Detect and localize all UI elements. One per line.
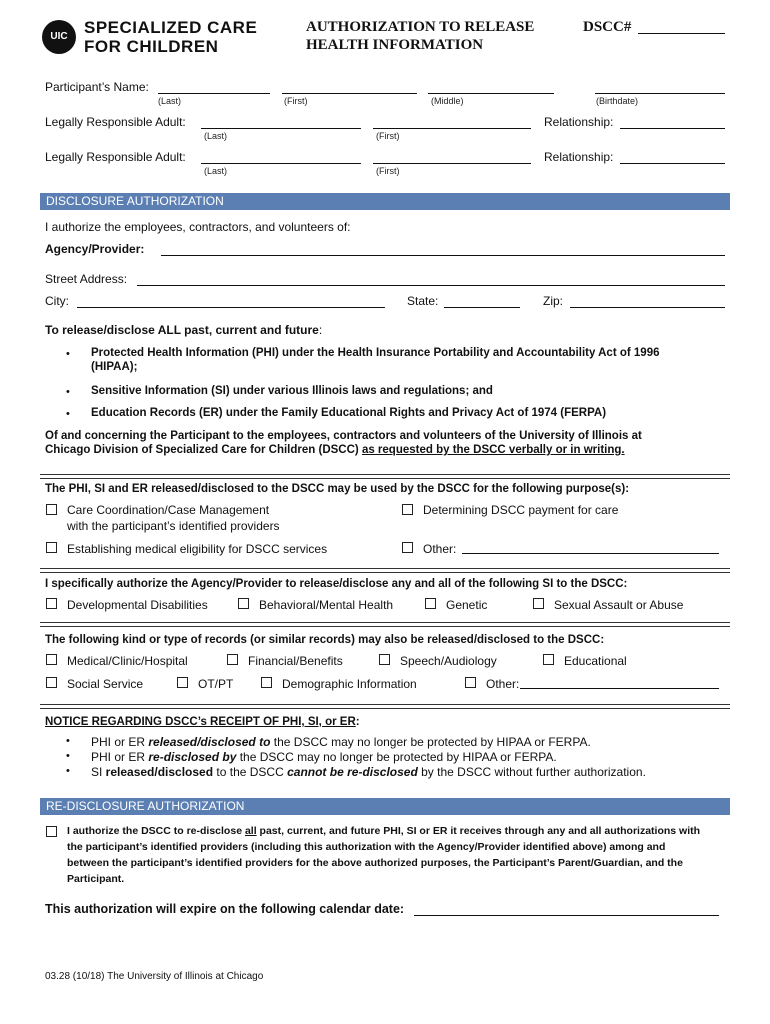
section-divider (40, 622, 730, 627)
records-social-checkbox[interactable] (46, 677, 57, 688)
participant-birthdate-field[interactable] (595, 93, 725, 94)
records-social-label: Social Service (67, 677, 144, 691)
si-sexual-assault-label: Sexual Assault or Abuse (554, 598, 684, 612)
purposes-heading: The PHI, SI and ER released/disclosed to the DSCC may be used by the DSCC for the following purpose(s): (45, 483, 630, 495)
concerning-line2-underlined: as requested by the DSCC verbally or in writing. (361, 444, 625, 456)
guardian1-last-field[interactable] (201, 128, 361, 129)
bullet-si: Sensitive Information (SI) under various Illinois laws and regulations; and (91, 385, 493, 397)
participant-first-field[interactable] (282, 93, 417, 94)
guardian1-relationship-field[interactable] (620, 128, 725, 129)
concerning-line2-text: Chicago Division of Specialized Care for Children (DSCC) (45, 444, 362, 456)
records-otpt-checkbox[interactable] (177, 677, 188, 688)
notice-2-c: the DSCC may no longer be protected by HIPAA or FERPA. (236, 750, 557, 764)
footer-text: 03.28 (10/18) The University of Illinois at Chicago (45, 971, 264, 982)
si-heading: I specifically authorize the Agency/Provider to release/disclose any and all of the following SI to the DSCC: (45, 578, 628, 590)
purpose-other-checkbox[interactable] (402, 542, 413, 553)
si-developmental-checkbox[interactable] (46, 598, 57, 609)
records-demographic-checkbox[interactable] (261, 677, 272, 688)
purpose-other-field[interactable] (462, 553, 719, 554)
logo-line2: FOR CHILDREN (84, 37, 219, 56)
notice-3-b: released/disclosed (105, 765, 214, 779)
guardian1-label: Legally Responsible Adult: (45, 115, 186, 129)
guardian1-first-field[interactable] (373, 128, 531, 129)
records-other-label: Other: (486, 677, 520, 691)
section-divider (40, 474, 730, 479)
guardian2-relationship-label: Relationship: (544, 150, 614, 164)
caption-last: (Last) (158, 96, 182, 106)
redisclosure-section-bar: RE-DISCLOSURE AUTHORIZATION (40, 798, 730, 815)
bullet-er: Education Records (ER) under the Family Educational Rights and Privacy Act of 1974 (FERPA) (91, 407, 607, 419)
concerning-line1: Of and concerning the Participant to the employees, contractors and volunteers of the University of Illinois at (45, 430, 642, 442)
records-educational-label: Educational (564, 654, 627, 668)
si-genetic-checkbox[interactable] (425, 598, 436, 609)
notice-heading-colon: : (355, 716, 360, 728)
notice-2-a: PHI or ER (91, 750, 149, 764)
si-behavioral-label: Behavioral/Mental Health (259, 598, 394, 612)
notice-3-c: to the DSCC (213, 765, 288, 779)
notice-heading (45, 716, 360, 728)
street-field[interactable] (137, 285, 725, 286)
participant-last-field[interactable] (158, 93, 270, 94)
care-coordination-label1: Care Coordination/Case Management (67, 503, 270, 517)
records-financial-label: Financial/Benefits (248, 654, 343, 668)
notice-3-e: by the DSCC without further authorization. (417, 765, 646, 779)
redisclosure-line1 (67, 825, 700, 837)
notice-1-a: PHI or ER (91, 735, 149, 749)
records-speech-label: Speech/Audiology (400, 654, 497, 668)
eligibility-label: Establishing medical eligibility for DSCC services (67, 542, 328, 556)
section-divider (40, 568, 730, 573)
redisclosure-line2: the participant’s identified providers (including this authorization with the Agency/Provider identified above) among and (67, 841, 666, 853)
si-developmental-label: Developmental Disabilities (67, 598, 208, 612)
expiration-date-field[interactable] (414, 915, 719, 916)
si-sexual-assault-checkbox[interactable] (533, 598, 544, 609)
release-heading-colon: : (318, 323, 323, 337)
bullet-dot: • (66, 408, 70, 420)
payment-label: Determining DSCC payment for care (423, 503, 619, 517)
care-coordination-label2: with the participant’s identified providers (67, 519, 280, 533)
zip-label: Zip: (543, 294, 564, 308)
logo-line1: SPECIALIZED CARE (84, 18, 258, 37)
disclosure-section-bar: DISCLOSURE AUTHORIZATION (40, 193, 730, 210)
notice-1-c: the DSCC may no longer be protected by HIPAA or FERPA. (270, 735, 591, 749)
redisclosure-line1-all: all (244, 825, 257, 837)
caption-first: (First) (284, 96, 308, 106)
form-title-line2: HEALTH INFORMATION (306, 37, 484, 53)
bullet-phi-line2: (HIPAA); (91, 361, 138, 373)
bullet-dot: • (66, 735, 70, 747)
notice-3-d: cannot be re-disclosed (287, 765, 418, 779)
care-coordination-checkbox[interactable] (46, 504, 57, 515)
records-medical-checkbox[interactable] (46, 654, 57, 665)
guardian2-last-field[interactable] (201, 163, 361, 164)
payment-checkbox[interactable] (402, 504, 413, 515)
records-otpt-label: OT/PT (198, 677, 234, 691)
city-field[interactable] (77, 307, 385, 308)
redisclosure-line1-c: past, current, and future PHI, SI or ER it receives through any and all authorizations with (256, 825, 701, 837)
caption-birthdate: (Birthdate) (596, 96, 639, 106)
records-medical-label: Medical/Clinic/Hospital (67, 654, 188, 668)
concerning-line2 (45, 444, 625, 456)
guardian2-caption-first: (First) (376, 166, 400, 176)
records-other-field[interactable] (520, 688, 719, 689)
form-title-line1: AUTHORIZATION TO RELEASE (306, 19, 535, 35)
notice-heading-text: NOTICE REGARDING DSCC’s RECEIPT OF PHI, SI, or ER (45, 716, 356, 728)
bullet-dot: • (66, 750, 70, 762)
notice-item-2 (91, 750, 557, 764)
bullet-phi-line1: Protected Health Information (PHI) under the Health Insurance Portability and Accountability Act of 1996 (91, 347, 660, 359)
records-demographic-label: Demographic Information (282, 677, 417, 691)
guardian1-caption-first: (First) (376, 131, 400, 141)
notice-2-b: re-disclosed by (148, 750, 237, 764)
eligibility-checkbox[interactable] (46, 542, 57, 553)
agency-label: Agency/Provider: (45, 242, 145, 256)
redisclosure-line1-a: I authorize the DSCC to re-disclose (67, 825, 245, 837)
records-heading: The following kind or type of records (or similar records) may also be released/disclosed to the DSCC: (45, 634, 605, 646)
state-label: State: (407, 294, 439, 308)
records-speech-checkbox[interactable] (379, 654, 390, 665)
redisclosure-checkbox[interactable] (46, 826, 57, 837)
logo-badge: UIC (42, 20, 76, 54)
bullet-dot: • (66, 348, 70, 360)
zip-field[interactable] (570, 307, 725, 308)
notice-item-1 (91, 735, 591, 749)
guardian2-label: Legally Responsible Adult: (45, 150, 186, 164)
release-heading-text: To release/disclose ALL past, current and future (45, 323, 319, 337)
records-other-checkbox[interactable] (465, 677, 476, 688)
bullet-dot: • (66, 386, 70, 398)
state-field[interactable] (444, 307, 520, 308)
guardian2-first-field[interactable] (373, 163, 531, 164)
participant-name-label: Participant’s Name: (45, 80, 149, 94)
logo (42, 18, 282, 58)
guardian2-caption-last: (Last) (204, 166, 228, 176)
records-financial-checkbox[interactable] (227, 654, 238, 665)
caption-middle: (Middle) (431, 96, 464, 106)
guardian1-caption-last: (Last) (204, 131, 228, 141)
street-label: Street Address: (45, 272, 128, 286)
participant-middle-field[interactable] (428, 93, 554, 94)
dscc-number-label: DSCC# (583, 19, 632, 35)
city-label: City: (45, 294, 69, 308)
notice-3-a: SI (91, 765, 106, 779)
guardian2-relationship-field[interactable] (620, 163, 725, 164)
purpose-other-label: Other: (423, 542, 457, 556)
si-genetic-label: Genetic (446, 598, 488, 612)
release-heading (45, 323, 322, 337)
bullet-dot: • (66, 765, 70, 777)
si-behavioral-checkbox[interactable] (238, 598, 249, 609)
expiration-label: This authorization will expire on the following calendar date: (45, 902, 405, 916)
disclosure-intro: I authorize the employees, contractors, and volunteers of: (45, 220, 351, 234)
redisclosure-line4: Participant. (67, 873, 125, 885)
notice-item-3 (91, 765, 646, 779)
notice-1-b: released/disclosed to (148, 735, 271, 749)
agency-field[interactable] (161, 255, 725, 256)
guardian1-relationship-label: Relationship: (544, 115, 614, 129)
records-educational-checkbox[interactable] (543, 654, 554, 665)
section-divider (40, 704, 730, 709)
dscc-number-field[interactable] (638, 33, 725, 34)
redisclosure-line3: between the participant’s identified providers for the above authorized purposes, the Participant’s Parent/Guardian, and the (67, 857, 683, 869)
